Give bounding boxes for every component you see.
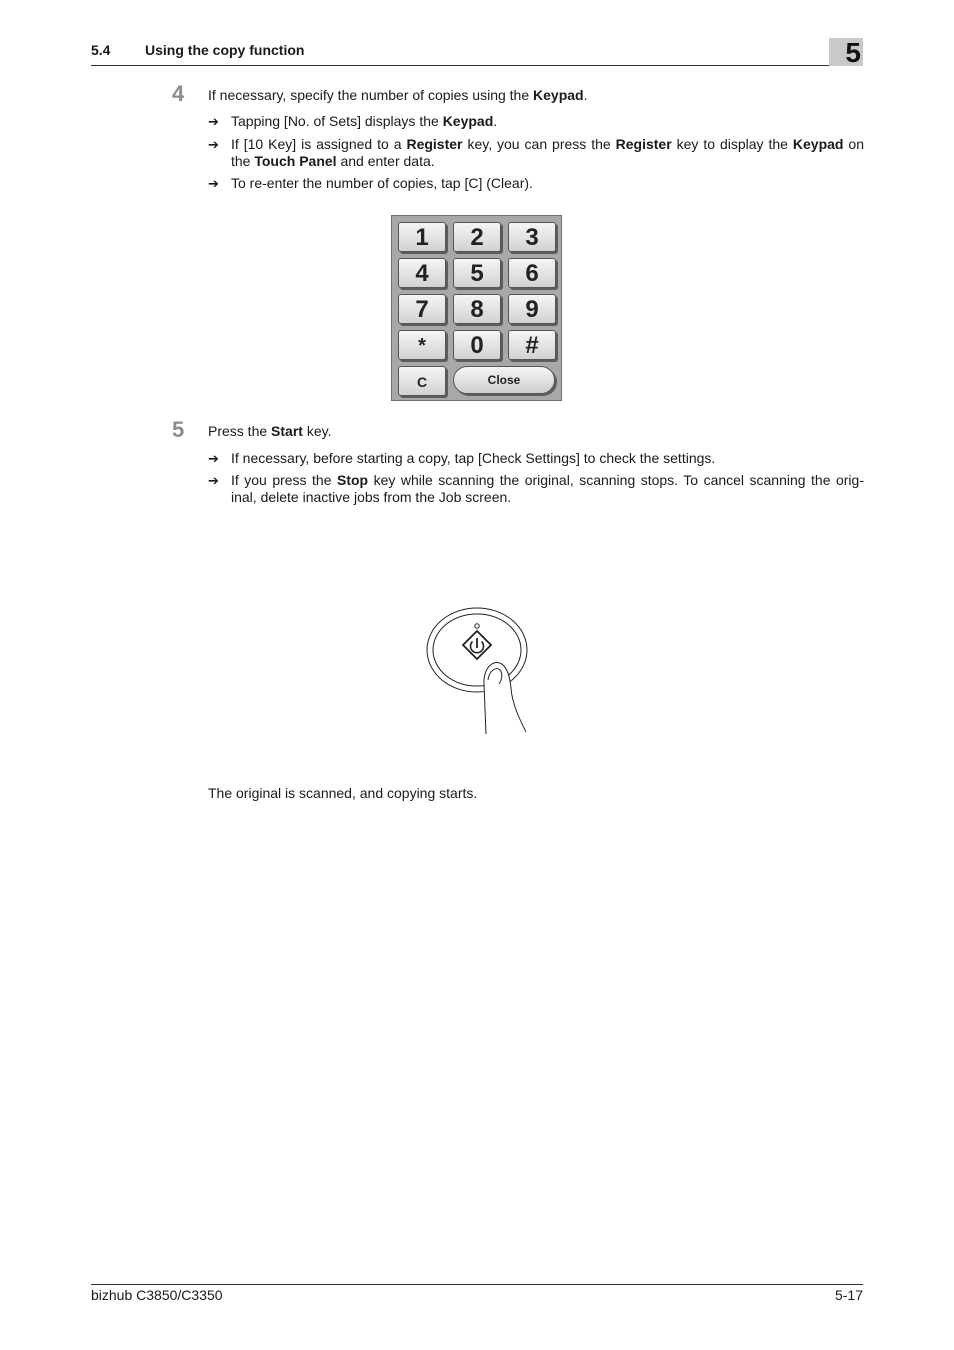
step-4-bullet-2: ➔ If [10 Key] is assigned to a Register key, you can press the Register key to display the Keypad on the Touch Panel and enter data.: [208, 136, 864, 169]
key-0[interactable]: 0: [453, 330, 501, 360]
footer-rule: [91, 1284, 863, 1285]
step-4-bullet-3: ➔ To re-enter the number of copies, tap [C] (Clear).: [208, 175, 533, 191]
arrow-icon: ➔: [208, 176, 219, 191]
key-asterisk[interactable]: *: [398, 330, 446, 360]
key-2[interactable]: 2: [453, 222, 501, 252]
key-4[interactable]: 4: [398, 258, 446, 288]
key-7[interactable]: 7: [398, 294, 446, 324]
close-button[interactable]: Close: [453, 366, 555, 394]
key-6[interactable]: 6: [508, 258, 556, 288]
finger-icon: [484, 662, 526, 734]
key-1[interactable]: 1: [398, 222, 446, 252]
step-4-bullet-1: ➔ Tapping [No. of Sets] displays the Keypad.: [208, 113, 498, 129]
footer-page-number: 5-17: [834, 1287, 863, 1303]
arrow-icon: ➔: [208, 114, 219, 129]
keypad-panel: [391, 215, 562, 401]
step-5-bullet-2: ➔ If you press the Stop key while scanning the original, scanning stops. To cancel scanning the orig-inal, delete inactive jobs from the Job screen.: [208, 472, 864, 505]
key-8[interactable]: 8: [453, 294, 501, 324]
arrow-icon: ➔: [208, 451, 219, 466]
start-diamond-icon: [463, 631, 491, 659]
step-5-bullet-1: ➔ If necessary, before starting a copy, tap [Check Settings] to check the settings.: [208, 450, 716, 466]
indicator-lamp-icon: [475, 624, 479, 628]
step-4-number: 4: [172, 81, 185, 106]
key-hash[interactable]: #: [508, 330, 556, 360]
arrow-icon: ➔: [208, 137, 219, 152]
clear-key[interactable]: C: [398, 366, 446, 396]
key-3[interactable]: 3: [508, 222, 556, 252]
start-key-illustration: [420, 600, 540, 740]
key-9[interactable]: 9: [508, 294, 556, 324]
header-rule: [91, 65, 863, 66]
section-number: 5.4: [91, 42, 111, 58]
chapter-number: 5: [845, 37, 861, 68]
step-5-text: Press the Start key.: [208, 423, 332, 439]
start-key-outer-ring: [427, 608, 527, 692]
section-title: Using the copy function: [145, 42, 305, 58]
result-text: The original is scanned, and copying starts.: [208, 785, 478, 801]
footer-model: bizhub C3850/C3350: [91, 1287, 223, 1303]
step-5-number: 5: [172, 417, 185, 442]
arrow-icon: ➔: [208, 473, 219, 488]
key-5[interactable]: 5: [453, 258, 501, 288]
step-4-text: If necessary, specify the number of copies using the Keypad.: [208, 87, 588, 103]
